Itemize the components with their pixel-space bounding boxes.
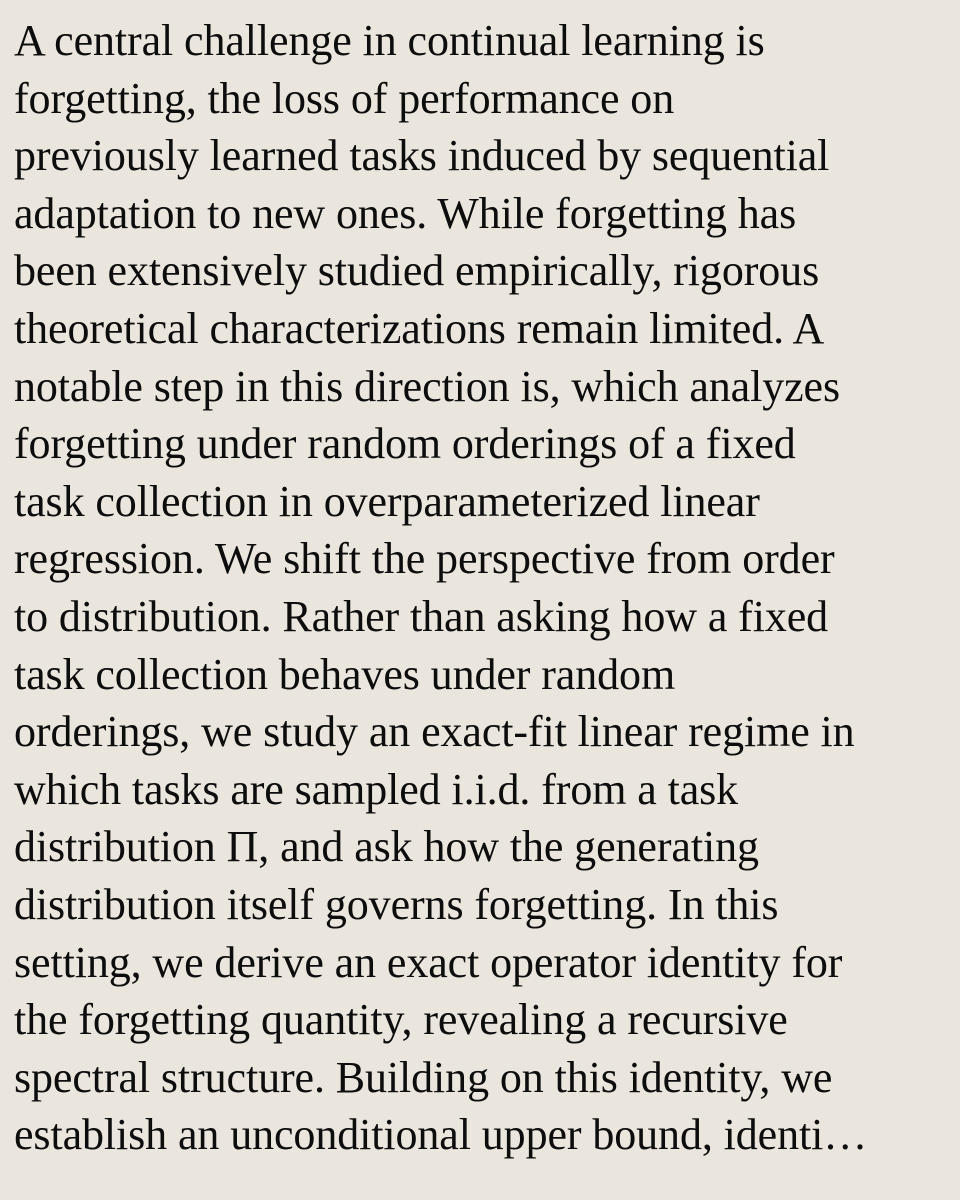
abstract-line-19: spectral structure. Building on this identity, we <box>14 1052 833 1102</box>
abstract-line-17: setting, we derive an exact operator identity for <box>14 937 843 987</box>
abstract-line-16: distribution itself governs forgetting. In this <box>14 879 779 929</box>
abstract-line-11: to distribution. Rather than asking how a fixed <box>14 591 829 641</box>
abstract-line-8: forgetting under random orderings of a fixed <box>14 419 796 469</box>
abstract-line-2: forgetting, the loss of performance on <box>14 73 675 123</box>
abstract-line-15: distribution Π, and ask how the generating <box>14 822 759 872</box>
abstract-line-12: task collection behaves under random <box>14 649 676 699</box>
abstract-line-1: A central challenge in continual learning is <box>14 16 765 65</box>
abstract-line-5: been extensively studied empirically, rigorous <box>14 246 820 296</box>
abstract-line-18: the forgetting quantity, revealing a recursive <box>14 995 788 1045</box>
abstract-line-13: orderings, we study an exact-fit linear regime in <box>14 707 855 757</box>
abstract-line-10: regression. We shift the perspective from order <box>14 534 835 584</box>
abstract-line-3: previously learned tasks induced by sequential <box>14 131 830 181</box>
abstract-line-7: notable step in this direction is, which analyzes <box>14 361 841 411</box>
abstract-line-6: theoretical characterizations remain limited. A <box>14 303 825 353</box>
abstract-line-9: task collection in overparameterized linear <box>14 476 760 526</box>
abstract-line-14: which tasks are sampled i.i.d. from a task <box>14 764 739 814</box>
abstract-line-20: establish an unconditional upper bound, identi… <box>14 1110 868 1160</box>
abstract-line-4: adaptation to new ones. While forgetting has <box>14 188 797 238</box>
